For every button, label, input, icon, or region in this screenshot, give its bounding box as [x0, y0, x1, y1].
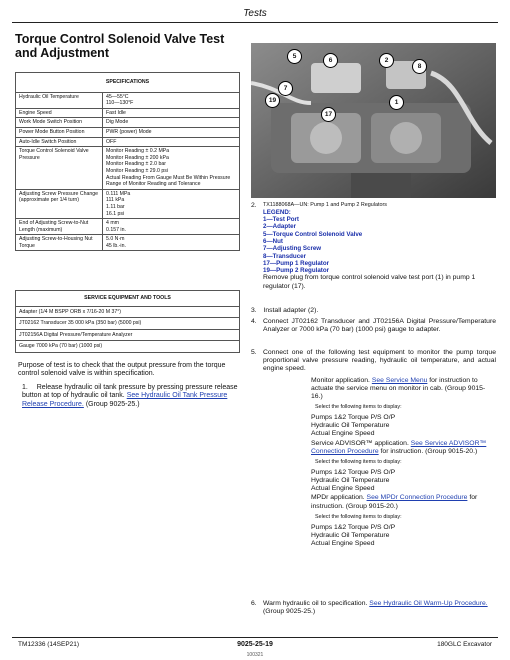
spec-row	[16, 108, 240, 118]
display-item: Pumps 1&2 Torque P/S O/P	[311, 414, 396, 422]
service-row	[16, 306, 240, 318]
legend-item: 7—Adjusting Screw	[263, 245, 322, 253]
spec-value-line: Monitor Reading ± 29.0 psi	[106, 167, 168, 174]
group-ref: (Group 9025-25.)	[263, 608, 316, 616]
callout-1: 1	[389, 95, 404, 110]
select-label: Select the following items to display:	[315, 513, 402, 520]
callout-19: 19	[265, 93, 280, 108]
service-advisor-link[interactable]: See Service ADVISOR™ Connection Procedure	[311, 439, 487, 455]
service-row	[16, 318, 240, 330]
regulator-photo-art	[251, 43, 496, 198]
spec-label: Hydraulic Oil Temperature	[16, 92, 103, 108]
spec-label: End of Adjusting Screw-to-Nut Length (maximum)	[16, 219, 103, 235]
mpdr-instruction	[311, 494, 496, 510]
legend-title: LEGEND:	[263, 208, 291, 216]
step-number: 4.	[251, 318, 257, 325]
service-item: Gauge 7000 kPa (70 bar) (1000 psi)	[16, 341, 240, 353]
step-1	[22, 384, 240, 409]
spec-value-line: 45—55°C	[106, 93, 129, 100]
step-number: 5.	[251, 349, 257, 356]
display-item: Actual Engine Speed	[311, 540, 375, 548]
legend-item: 17—Pump 1 Regulator	[263, 259, 330, 267]
spec-value	[103, 147, 240, 190]
display-item: Pumps 1&2 Torque P/S O/P	[311, 468, 396, 476]
spec-label: Work Mode Switch Position	[16, 118, 103, 128]
spec-row	[16, 189, 240, 218]
legend-item: 5—Torque Control Solenoid Valve	[263, 230, 363, 238]
spec-value-line: Monitor Reading ± 2.0 bar	[106, 161, 166, 168]
specifications-table	[15, 72, 240, 251]
service-menu-link[interactable]: See Service Menu	[371, 376, 428, 384]
step-text: Connect JT02162 Transducer and JT02156A Digital Pressure/Temperature Analyzer or 7000 kPa (70 bar) (1000 psi) gauge to adapter.	[263, 318, 496, 334]
legend-item: 19—Pump 2 Regulator	[263, 267, 330, 275]
spec-row	[16, 219, 240, 235]
legend-list	[263, 216, 496, 274]
page-title: Torque Control Solenoid Valve Test and Adjustment	[15, 32, 225, 60]
spec-label: Engine Speed	[16, 108, 103, 118]
service-row	[16, 329, 240, 341]
step-3	[251, 307, 496, 315]
section-header: Tests	[243, 8, 267, 19]
display-items	[311, 414, 496, 439]
spec-value-line: 0.111 MPa	[106, 190, 131, 197]
step-5	[251, 349, 496, 548]
purpose-text: Purpose of test is to check that the output pressure from the torque control solenoid valve is within specification.	[18, 362, 226, 378]
spec-row	[16, 118, 240, 128]
spec-value	[103, 235, 240, 251]
spec-value-line: Monitor Reading ± 0.2 MPa	[106, 148, 170, 155]
advisor-ref: for instruction. (Group 9015-20.)	[380, 447, 478, 455]
display-item: Actual Engine Speed	[311, 485, 375, 493]
spec-label: Adjusting Screw Pressure Change (approximate per 1/4 turn)	[16, 189, 103, 218]
step-text: Connect one of the following test equipment to monitor the pump torque proportional valve pressure reading, hydraulic oil temperature, and actual engine speed.	[263, 349, 496, 373]
spec-value-line: OFF	[106, 138, 117, 145]
step-text: Remove plug from torque control solenoid valve test port (1) in pump 1 regulator (17).	[263, 274, 476, 290]
spec-row	[16, 137, 240, 147]
advisor-instruction	[311, 440, 496, 456]
service-item: JT02162 Transducer 35 000 kPa (350 bar) (5000 psi)	[16, 318, 240, 330]
display-item: Hydraulic Oil Temperature	[311, 531, 390, 539]
select-label: Select the following items to display:	[315, 459, 402, 466]
mpdr-label: MPDr application.	[311, 494, 365, 502]
spec-value-line: 111 kPa	[106, 197, 125, 204]
spec-row	[16, 147, 240, 190]
callout-7: 7	[278, 81, 293, 96]
spec-label: Torque Control Solenoid Valve Pressure	[16, 147, 103, 190]
spec-value-line: Fast Idle	[106, 109, 126, 116]
spec-value-line: Dig Mode	[106, 119, 129, 126]
display-items	[311, 469, 496, 494]
step-text: Warm hydraulic oil to specification.	[263, 600, 368, 607]
spec-value-line: Actual Reading From Gauge Must Be Within Pressure Range of Monitor Reading and Tolerance	[106, 174, 231, 188]
spec-value-line: 4 mm	[106, 220, 119, 227]
step-number: 6.	[251, 600, 257, 607]
mpdr-ref: for instruction. (Group 9015-20.)	[311, 494, 478, 510]
callout-8: 8	[412, 59, 427, 74]
service-row	[16, 341, 240, 353]
spec-value-line: 45 lb.-in.	[106, 242, 126, 249]
mpdr-connection-link[interactable]: See MPDr Connection Procedure	[366, 494, 468, 502]
spec-value	[103, 219, 240, 235]
spec-value	[103, 108, 240, 118]
spec-value-line: 16.1 psi	[106, 210, 125, 217]
spec-value	[103, 189, 240, 218]
spec-value-line: Monitor Reading ± 200 kPa	[106, 154, 169, 161]
step-number: 1.	[22, 384, 28, 391]
footer-manual-id: TM12336 (14SEP21)	[18, 641, 80, 648]
legend-item: 1—Test Port	[263, 216, 299, 224]
display-item: Pumps 1&2 Torque P/S O/P	[311, 523, 396, 531]
callout-2: 2	[379, 53, 394, 68]
monitor-app-ref: for instruction to actuate the service menu on monitor in cab. (Group 9015-16.)	[311, 376, 486, 401]
spec-value-line: 5.0 N·m	[106, 236, 125, 243]
service-heading: SERVICE EQUIPMENT AND TOOLS	[16, 291, 240, 307]
spec-row	[16, 127, 240, 137]
spec-row	[16, 92, 240, 108]
step-number: 3.	[251, 307, 257, 314]
callout-6: 6	[323, 53, 338, 68]
service-equipment-table	[15, 290, 240, 353]
spec-value-line: PWR (power) Mode	[106, 128, 152, 135]
spec-value-line: 0.157 in.	[106, 226, 126, 233]
spec-label: Adjusting Screw-to-Housing Nut Torque	[16, 235, 103, 251]
spec-value	[103, 118, 240, 128]
display-item: Hydraulic Oil Temperature	[311, 477, 390, 485]
display-items	[311, 524, 496, 549]
monitor-app-instruction	[311, 377, 496, 402]
advisor-label: Service ADVISOR™ application.	[311, 439, 409, 447]
figure-caption: TX1188068A—UN: Pump 1 and Pump 2 Regulators	[263, 202, 387, 208]
service-item: JT02156A Digital Pressure/Temperature Analyzer	[16, 329, 240, 341]
display-item: Actual Engine Speed	[311, 430, 375, 438]
hydraulic-tank-release-link[interactable]: See Hydraulic Oil Tank Pressure Release Procedure.	[22, 392, 228, 408]
display-item: Hydraulic Oil Temperature	[311, 422, 390, 430]
callout-17: 17	[321, 107, 336, 122]
spec-value	[103, 127, 240, 137]
regulator-photo	[251, 43, 496, 198]
step-text: Release hydraulic oil tank pressure by pressing pressure release button at top of hydraulic oil tank.	[22, 384, 238, 400]
service-item: Adapter (1/4 M BSPP ORB x 7/16-20 M 37°)	[16, 306, 240, 318]
spec-row	[16, 235, 240, 251]
step-number: 2.	[251, 202, 257, 209]
step-2-block	[251, 202, 496, 291]
spec-value	[103, 92, 240, 108]
group-ref: (Group 9025-25.)	[85, 400, 140, 408]
header-rule	[12, 22, 498, 23]
spec-value-line: 1.11 bar	[106, 203, 125, 210]
monitor-app-label: Monitor application.	[311, 376, 370, 384]
spec-label: Auto-Idle Switch Position	[16, 137, 103, 147]
spec-label: Power Mode Button Position	[16, 127, 103, 137]
footer-rule	[12, 637, 498, 638]
footer-page-number: 9025-25-19	[237, 641, 273, 648]
step-6	[251, 600, 496, 616]
step-4	[251, 318, 496, 334]
step-text: Install adapter (2).	[263, 307, 319, 314]
legend-item: 8—Transducer	[263, 252, 306, 260]
spec-heading: SPECIFICATIONS	[16, 73, 240, 93]
select-label: Select the following items to display:	[315, 404, 402, 411]
footer-model: 180GLC Excavator	[437, 641, 492, 648]
oil-warmup-link[interactable]: See Hydraulic Oil Warm-Up Procedure.	[369, 600, 488, 607]
callout-5: 5	[287, 49, 302, 64]
spec-value-line: 110—130°F	[106, 100, 134, 107]
legend-item: 2—Adapter	[263, 223, 297, 231]
legend-item: 6—Nut	[263, 237, 283, 245]
footer-id: 100321	[246, 652, 264, 658]
spec-value	[103, 137, 240, 147]
